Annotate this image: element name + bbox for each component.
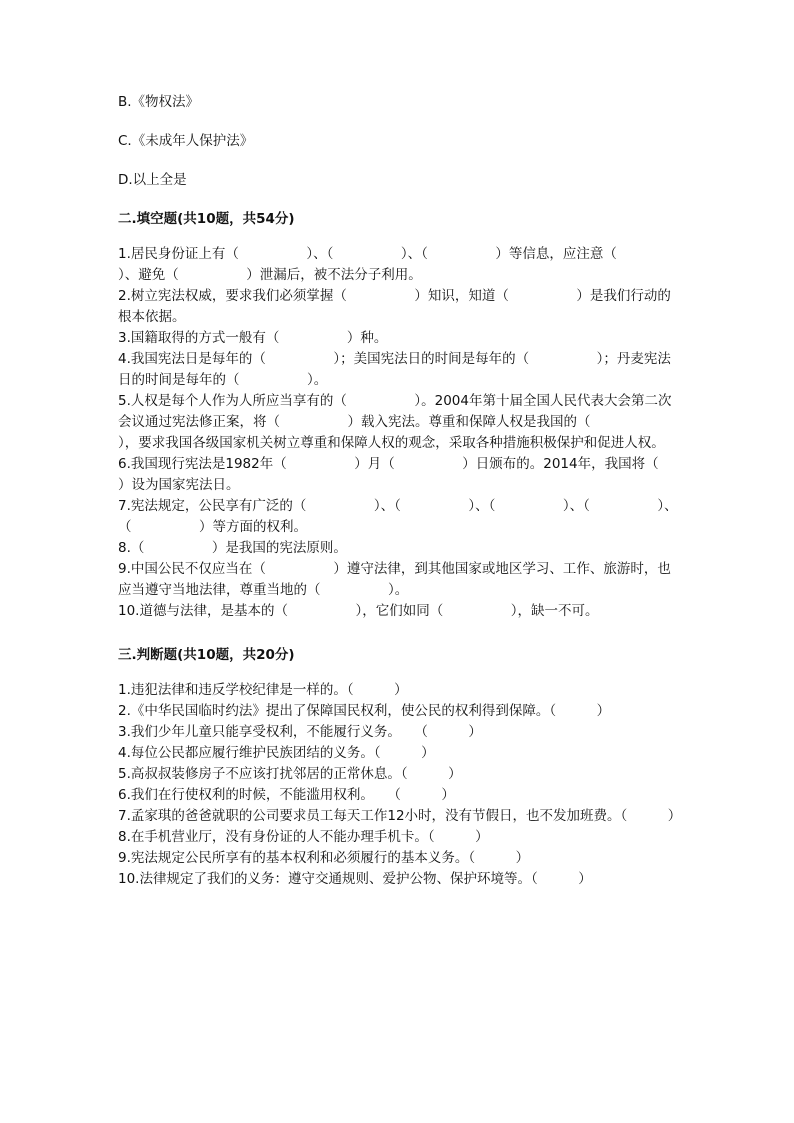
judge-question: 4.每位公民都应履行维护民族团结的义务。（ ） bbox=[118, 745, 435, 761]
judge-question: 10.法律规定了我们的义务：遵守交通规则、爱护公物、保护环境等。（ ） bbox=[118, 871, 592, 887]
judge-question: 1.违犯法律和违反学校纪律是一样的。（ ） bbox=[118, 682, 408, 698]
fill-question: 5.人权是每个人作为人所应当享有的（ ）。2004年第十届全国人民代表大会第二次会议通过宪法修正案，将（ ）载入宪法。尊重和保障人权是我国的（ ），要求我国各级国家机关树立尊重和保障人权的观念，采取各种措施积极保护和促进人权。 bbox=[118, 393, 672, 451]
fill-question: 8.（ ）是我国的宪法原则。 bbox=[118, 540, 347, 556]
fill-question: 10.道德与法律，是基本的（ ），它们如同（ ），缺一不可。 bbox=[118, 603, 599, 619]
judge-question: 7.孟家琪的爸爸就职的公司要求员工每天工作12小时，没有节假日，也不发加班费。（ ） bbox=[118, 808, 682, 824]
judge-section-title: 三.判断题(共10题，共20分) bbox=[118, 647, 295, 663]
judge-question-list bbox=[118, 680, 682, 890]
option-c: C.《未成年人保护法》 bbox=[118, 133, 254, 149]
judge-question: 2.《中华民国临时约法》提出了保障国民权利，使公民的权利得到保障。（ ） bbox=[118, 703, 611, 719]
fill-question: 4.我国宪法日是每年的（ ）；美国宪法日的时间是每年的（ ）；丹麦宪法日的时间是每年的（ ）。 bbox=[118, 351, 671, 388]
fill-question: 9.中国公民不仅应当在（ ）遵守法律，到其他国家或地区学习、工作、旅游时，也应当遵守当地法律，尊重当地的（ ）。 bbox=[118, 561, 671, 598]
fill-question: 7.宪法规定，公民享有广泛的（ ）、（ ）、（ ）、（ ）、（ ）等方面的权利。 bbox=[118, 498, 678, 535]
option-b: B.《物权法》 bbox=[118, 94, 200, 110]
option-d: D.以上全是 bbox=[118, 172, 187, 188]
judge-question: 6.我们在行使权利的时候，不能滥用权利。 （ ） bbox=[118, 787, 455, 803]
judge-question: 5.高叔叔装修房子不应该打扰邻居的正常休息。（ ） bbox=[118, 766, 462, 782]
fill-question-list bbox=[118, 244, 727, 622]
fill-question: 1.居民身份证上有（ ）、（ ）、（ ）等信息，应注意（ ）、避免（ ）泄漏后，被不法分子利用。 bbox=[118, 246, 685, 283]
fill-question: 6.我国现行宪法是1982年（ ）月（ ）日颁布的。2014年，我国将（ ）设为国家宪法日。 bbox=[118, 456, 727, 493]
fill-section-title: 二.填空题(共10题，共54分) bbox=[118, 211, 295, 227]
judge-question: 3.我们少年儿童只能享受权利，不能履行义务。 （ ） bbox=[118, 724, 482, 740]
fill-question: 2.树立宪法权威，要求我们必须掌握（ ）知识，知道（ ）是我们行动的根本依据。 bbox=[118, 288, 671, 325]
fill-question: 3.国籍取得的方式一般有（ ）种。 bbox=[118, 330, 388, 346]
exam-page bbox=[118, 92, 727, 890]
judge-question: 8.在手机营业厅，没有身份证的人不能办理手机卡。（ ） bbox=[118, 829, 489, 845]
judge-question: 9.宪法规定公民所享有的基本权利和必须履行的基本义务。（ ） bbox=[118, 850, 530, 866]
